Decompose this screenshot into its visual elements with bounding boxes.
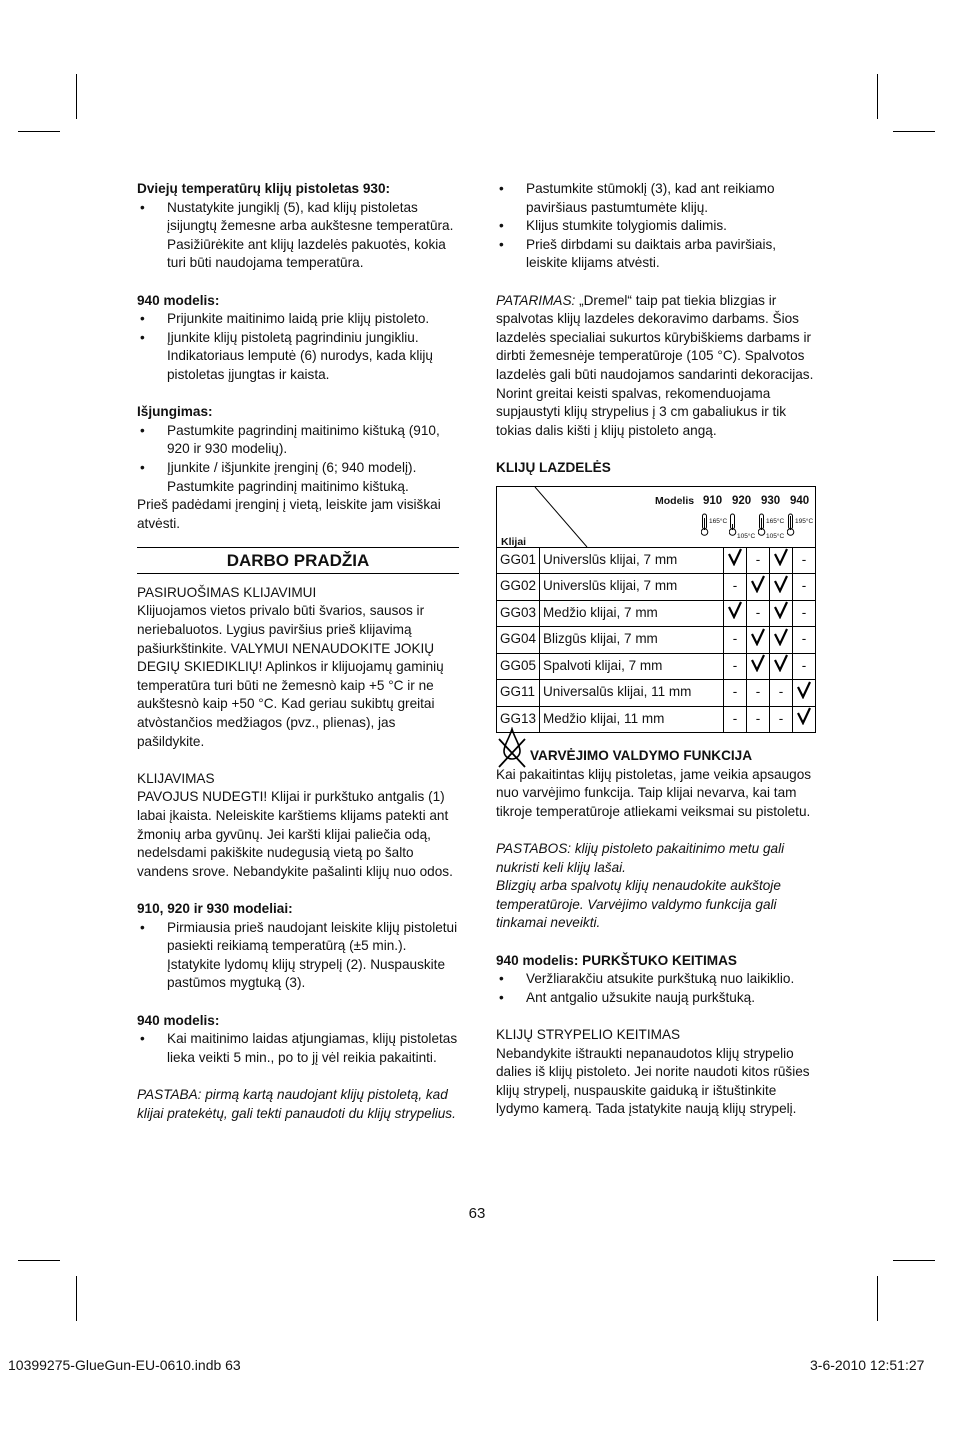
glue-label: Klijai [501,535,527,548]
checkmark-icon [770,547,793,574]
glue-name: Universalūs klijai, 11 mm [540,680,724,707]
glue-name: Medžio klijai, 11 mm [540,706,724,733]
tip-text: „Dremel“ taip pat tiekia blizgias ir spalvotas klijų lazdeles dekoravimo darbams. Šios lazdelės specialiai sukurtos kūrybiškiems darbams ir dirbti žemesnėje temperatūroje (105 °C). Spalvotos lazdelės gali būti naudojamos sandarinti dekoracijas. Norint greitai keisti spalvas, rekomenduojama supjaustyti klijų strypelius į 3 cm gabaliukus ir tik tokias dalis kišti į klijų pistoleto angą. [496,292,814,438]
list-item: • Klijus stumkite tolygiomis dalimis. [496,217,818,236]
crop-mark [877,1276,878,1321]
bullet-list [137,199,459,273]
glue-name: Blizgūs klijai, 7 mm [540,627,724,654]
bullet-list [137,1030,459,1067]
section-title: DARBO PRADŽIA [137,547,459,574]
footer-date: 3-6-2010 12:51:27 [810,1357,925,1373]
crop-mark [18,1260,60,1261]
paragraph: Prieš padėdami įrenginį į vietą, leiskite jam visiškai atvėsti. [137,497,441,531]
checkmark-icon [747,627,770,654]
right-column [496,180,818,1119]
list-item: • Įjunkite / išjunkite įrenginį (6; 940 modelį). Pastumkite pagrindinį maitinimo kištuką. [137,459,459,496]
checkmark-icon [724,547,747,574]
bullet-list [496,180,818,273]
checkmark-icon [724,600,747,627]
model-910: 910 [703,494,723,507]
crop-mark [18,131,60,132]
dash-mark: - [724,680,747,707]
dash-mark: - [747,706,770,733]
table-title: KLIJŲ LAZDELĖS [496,459,611,475]
tip-label: PATARIMAS: [496,292,576,308]
section-heading: 940 modelis: PURKŠTUKO KEITIMAS [496,952,737,968]
glue-code: GG13 [497,706,540,733]
model-920: 920 [732,494,752,507]
tip-paragraph [496,292,818,441]
note: PASTABA: pirmą kartą naudojant klijų pistoletą, kad klijai pratekėtų, gali tekti panaudoti du klijų strypelius. [137,1086,456,1121]
dash-mark: - [770,706,793,733]
section-heading: Dviejų temperatūrų klijų pistoletas 930: [137,181,391,196]
dash-mark: - [724,653,747,680]
temp-195: 195°C [795,517,814,525]
left-column [137,180,459,1123]
checkmark-icon [747,574,770,601]
list-item: • Ant antgalio užsukite naują purkštuką. [496,989,818,1008]
checkmark-icon [793,680,816,707]
crop-mark [877,74,878,119]
notes: Blizgių arba spalvotų klijų nenaudokite aukštoje temperatūroje. Varvėjimo valdymo funkcija gali tinkamai neveikti. [496,878,781,931]
dash-mark: - [747,680,770,707]
glue-table [496,486,818,734]
drip-heading-row [496,747,818,766]
dash-mark: - [747,600,770,627]
checkmark-icon [770,627,793,654]
table-row [497,574,816,601]
section-heading: 910, 920 ir 930 modeliai: [137,900,293,916]
crop-mark [893,1260,935,1261]
glue-code: GG03 [497,600,540,627]
checkmark-icon [793,706,816,733]
table-row [497,547,816,574]
dash-mark: - [793,627,816,654]
glue-table-body [496,547,816,734]
footer-file: 10399275-GlueGun-EU-0610.indb 63 [8,1357,241,1373]
glue-code: GG04 [497,627,540,654]
bullet-list [496,970,818,1007]
subheading: KLIJAVIMAS [137,770,215,786]
dash-mark: - [724,627,747,654]
crop-mark [893,131,935,132]
glue-code: GG11 [497,680,540,707]
glue-code: GG01 [497,547,540,574]
list-item: • Kai maitinimo laidas atjungiamas, klijų pistoletas lieka veikti 5 min., po to jį vėl reikia pakaitinti. [137,1030,459,1067]
checkmark-icon [770,600,793,627]
bullet-list [137,310,459,384]
table-row [497,680,816,707]
paragraph: PAVOJUS NUDEGTI! Klijai ir purkštuko antgalis (1) labai įkaista. Neleiskite karštiems klijams patekti ant žmonių arba gyvūnų. Jei karšti klijai paliečia odą, nedelsdami pakiškite nudegusią vietą po šalto vandens srove. Nebandykite pašalinti klijų nuo odos. [137,789,453,879]
dash-mark: - [793,547,816,574]
glue-name: Universlūs klijai, 7 mm [540,547,724,574]
subheading: PASIRUOŠIMAS KLIJAVIMUI [137,584,317,600]
section-heading: Išjungimas: [137,404,213,420]
table-row [497,653,816,680]
checkmark-icon [770,653,793,680]
paragraph: Kai pakaitintas klijų pistoletas, jame veikia apsaugos nuo varvėjimo funkcija. Taip klijai nevarva, kai tam tikroje temperatūroje atliekami veiksmai su pistoletu. [496,766,812,819]
section-heading: 940 modelis: [137,1012,220,1028]
notes: PASTABOS: klijų pistoleto pakaitinimo metu gali nukristi keli klijų lašai. [496,840,785,875]
glue-name: Spalvoti klijai, 7 mm [540,653,724,680]
list-item: • Veržliarakčiu atsukite purkštuką nuo laikiklio. [496,970,818,989]
dash-mark: - [747,547,770,574]
model-930: 930 [761,494,781,507]
page-number: 63 [468,1205,486,1222]
table-row [497,627,816,654]
dash-mark: - [770,680,793,707]
list-item: • Įjunkite klijų pistoletą pagrindiniu jungikliu. Indikatoriaus lemputė (6) nurodys, kada klijų pistoletas įjungtas ir kaista. [137,329,459,385]
list-item: • Pastumkite pagrindinį maitinimo kištuką (910, 920 ir 930 modelių). [137,422,459,459]
checkmark-icon [770,574,793,601]
subheading: KLIJŲ STRYPELIO KEITIMAS [496,1026,681,1042]
dash-mark: - [793,600,816,627]
model-940: 940 [790,494,810,507]
dash-mark: - [724,706,747,733]
crop-mark [76,74,77,119]
temp-105: 105°C [766,532,785,540]
glue-code: GG05 [497,653,540,680]
glue-name: Universlūs klijai, 7 mm [540,574,724,601]
table-header [496,486,816,547]
list-item: • Prijunkite maitinimo laidą prie klijų pistoleto. [137,310,459,329]
list-item: • Pastumkite stūmoklį (3), kad ant reikiamo paviršiaus pastumtumėte klijų. [496,180,818,217]
dash-mark: - [724,574,747,601]
bullet-list [137,919,459,993]
table-row [497,600,816,627]
crop-mark [76,1276,77,1321]
list-item: • Pirmiausia prieš naudojant leiskite klijų pistoletui pasiekti reikiamą temperatūrą (±5 min.). Įstatykite lydomų klijų strypelį (2). Nuspauskite pastūmos mygtuką (3). [137,919,459,993]
models-label: Modelis [655,494,695,507]
drip-control-icon [496,727,528,771]
paragraph: Nebandykite ištraukti nepanaudotos klijų strypelio dalies iš klijų pistoleto. Jei norite naudoti kitos rūšies klijų strypelį, nuspauskite gaiduką ir ištuštinkite lydymo kamerą. Tada įstatykite naują klijų strypelį. [496,1045,810,1117]
checkmark-icon [747,653,770,680]
temp-105: 105°C [737,532,756,540]
dash-mark: - [793,574,816,601]
temp-165: 165°C [709,517,728,525]
glue-code: GG02 [497,574,540,601]
temp-165: 165°C [766,517,785,525]
bullet-list [137,422,459,496]
list-item: • Nustatykite jungiklį (5), kad klijų pistoletas įsijungtų žemesne arba aukštesne temperatūra. Pasižiūrėkite ant klijų lazdelės pakuotės, kokia turi būti naudojama temperatūra. [137,199,459,273]
list-item: • Prieš dirbdami su daiktais arba paviršiais, leiskite klijams atvėsti. [496,236,818,273]
table-row [497,706,816,733]
section-heading: 940 modelis: [137,292,220,308]
glue-name: Medžio klijai, 7 mm [540,600,724,627]
dash-mark: - [793,653,816,680]
paragraph: Klijuojamos vietos privalo būti švarios, sausos ir neriebaluotos. Lygius paviršius prieš klijavimą pašiurkštinkite. VALYMUI NENAUDOKITE JOKIŲ DEGIŲ SKIEDIKLIŲ! Aplinkos ir klijuojamų gaminių temperatūra turi būti ne žemesnò kaip +5 °C ir ne aukštesnò kaip +50 °C. Kad geriau sukibtų greitai atvòstančios medžiagos (pvz., plienas), jas pašildykite. [137,603,444,749]
section-heading: VARVĖJIMO VALDYMO FUNKCIJA [530,748,753,763]
